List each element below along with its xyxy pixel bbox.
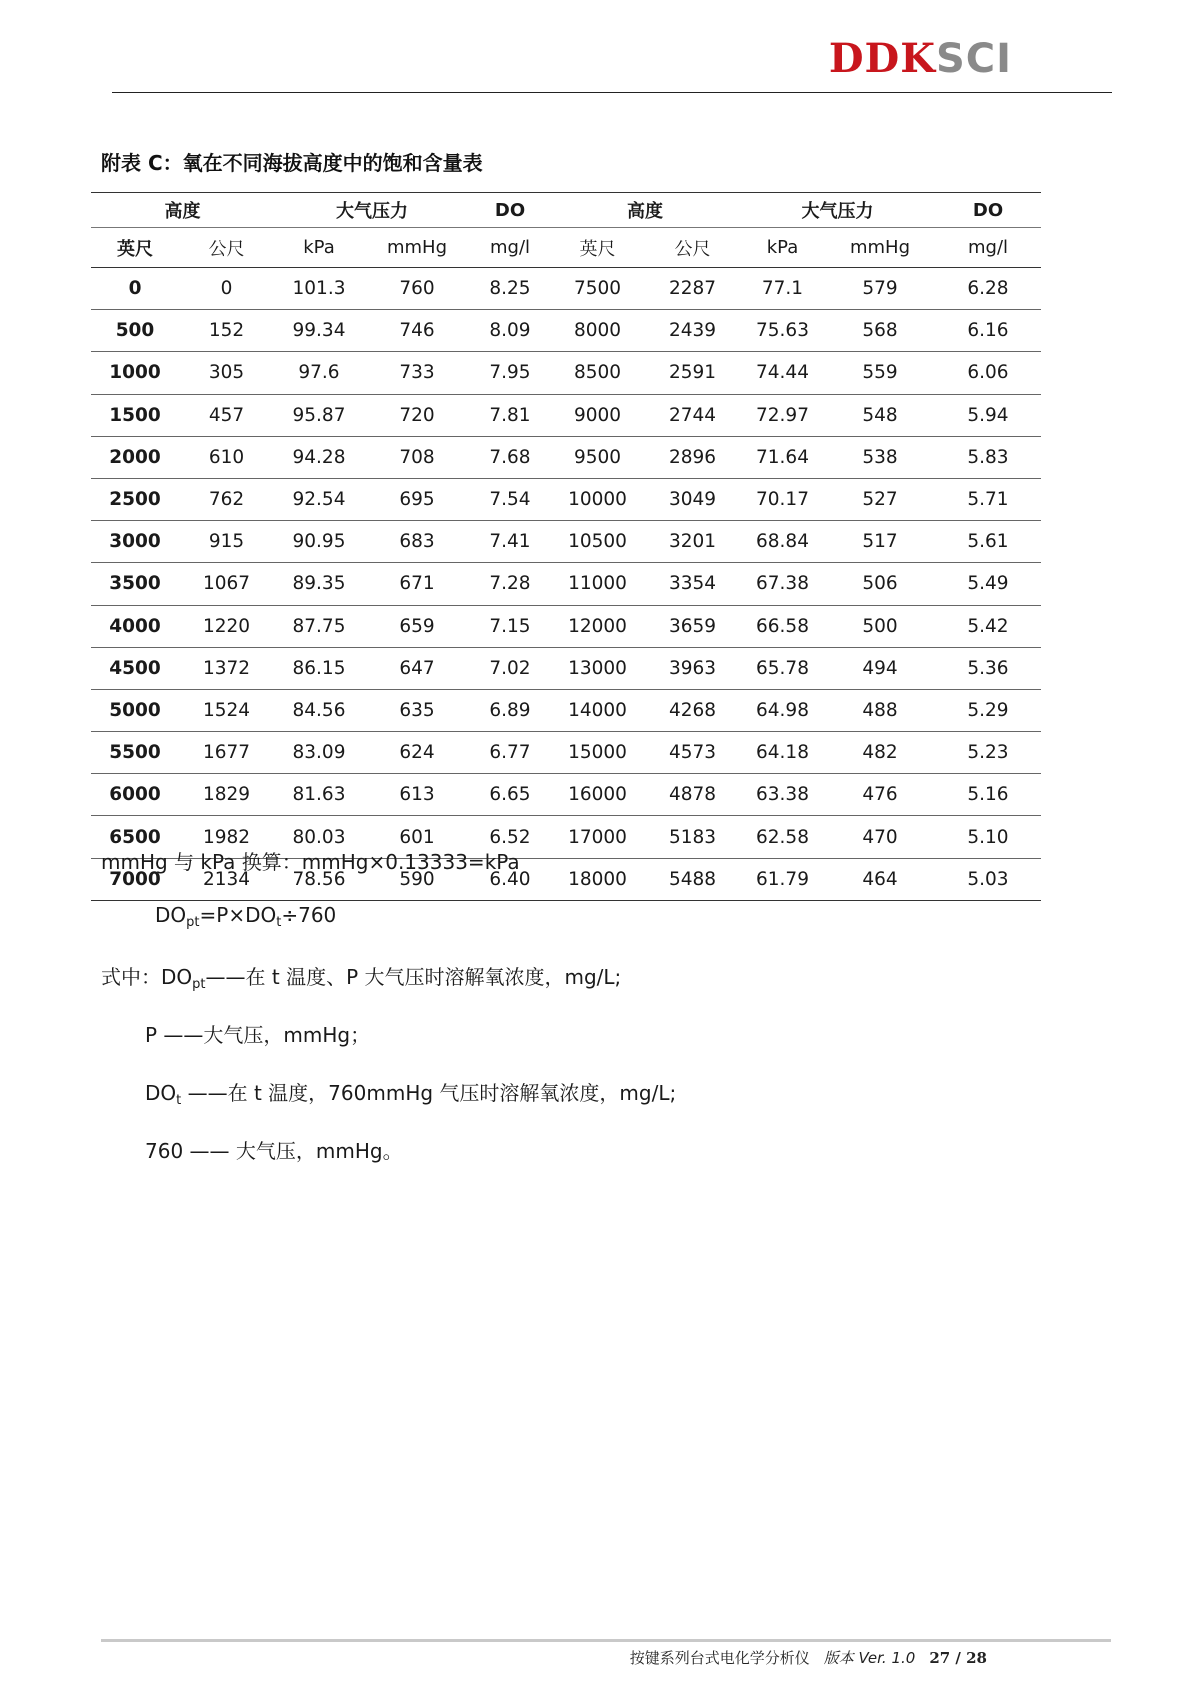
group-header-do: DO [494,199,526,221]
table-cell: 762 [208,489,245,511]
footer-divider [101,1639,1111,1642]
table-cell: 7.28 [489,573,531,595]
table-cell: 1982 [202,826,251,848]
table-cell: 2439 [668,320,717,342]
logo-text-sci: SCI [935,36,1012,82]
table-cell: 64.98 [756,699,809,721]
table-cell: 101.3 [292,278,346,300]
table-cell: 1000 [109,362,161,384]
table-row [91,647,1041,689]
definition-dot-text: ——在 t 温度，760mmHg 气压时溶解氧浓度，mg/L; [181,1081,677,1105]
table-row [91,478,1041,520]
table-cell: 65.78 [756,657,809,679]
table-cell: 8500 [573,362,622,384]
table-cell: 1677 [202,742,251,764]
table-cell: 470 [862,826,898,848]
table-cell: 5000 [109,699,161,721]
group-header-pressure: 大气压力 [336,201,408,222]
table-cell: 3659 [668,615,717,637]
unit-header-meters: 公尺 [208,238,245,260]
oxygen-saturation-table [91,192,1041,901]
table-cell: 99.34 [292,320,346,342]
formula-pt-subscript: pt [186,915,200,930]
table-cell: 5.61 [967,531,1009,553]
table-cell: 647 [399,657,435,679]
unit-header-feet: 英尺 [579,238,616,260]
table-cell: 4268 [668,699,717,721]
table-cell: 10000 [568,489,627,511]
formula-do: DO [155,903,187,927]
group-header-altitude: 高度 [164,201,201,222]
table-cell: 457 [208,404,245,426]
table-cell: 5.10 [967,826,1009,848]
table-cell: 1067 [202,573,251,595]
table-cell: 494 [862,657,898,679]
unit-header-kpa: kPa [766,237,799,258]
definition-dot-subscript: t [176,1093,182,1108]
table-cell: 500 [115,320,155,342]
table-cell: 506 [862,573,898,595]
table-cell: 7.68 [489,446,531,468]
table-cell: 9000 [573,404,622,426]
table-row [91,521,1041,563]
table-cell: 476 [862,784,898,806]
table-cell: 7.15 [489,615,531,637]
table-cell: 16000 [568,784,627,806]
group-header-altitude: 高度 [627,201,663,222]
unit-header-mmhg: mmHg [849,237,911,258]
table-cell: 14000 [568,699,627,721]
table-cell: 488 [862,699,898,721]
table-row [91,268,1041,310]
table-cell: 2744 [668,404,717,426]
definition-dopt-prefix: 式中：DO [101,965,193,989]
table-cell: 6500 [109,826,161,848]
definition-p: P ——大气压，mmHg； [145,1023,371,1047]
table-cell: 7000 [109,868,161,890]
table-cell: 4500 [109,657,161,679]
table-cell: 1372 [202,657,251,679]
table-cell: 2287 [668,278,717,300]
table-cell: 67.38 [756,573,809,595]
table-cell: 13000 [568,657,627,679]
table-cell: 6.40 [489,868,531,890]
table-cell: 6.77 [489,742,531,764]
table-cell: 3000 [109,531,161,553]
table-cell: 559 [862,362,898,384]
unit-header-feet: 英尺 [117,238,153,260]
footer-doc-title: 按键系列台式电化学分析仪 [629,1649,810,1667]
table-cell: 66.58 [756,615,809,637]
formula-line [155,903,336,930]
table-cell: 81.63 [292,784,346,806]
table-cell: 5.03 [967,868,1009,890]
table-cell: 1524 [202,699,251,721]
table-cell: 7.81 [489,404,531,426]
table-cell: 77.1 [761,278,804,300]
table-cell: 3963 [668,657,717,679]
formula-t-subscript: t [276,915,282,930]
table-cell: 89.35 [292,573,346,595]
table-cell: 8000 [573,320,622,342]
group-header-row [91,193,1041,228]
table-cell: 671 [399,573,435,595]
table-cell: 6.06 [967,362,1009,384]
table-cell: 18000 [568,868,627,890]
table-cell: 8.25 [489,278,531,300]
definition-dopt-subscript: pt [192,977,206,992]
table-row [91,563,1041,605]
table-cell: 5.83 [967,446,1009,468]
table-cell: 1220 [202,615,251,637]
definition-dopt [101,961,621,992]
table-cell: 7.41 [489,531,531,553]
table-cell: 517 [862,531,898,553]
table-cell: 7.54 [489,489,531,511]
unit-header-kpa: kPa [303,237,335,258]
logo-text-ddk: DDK [828,35,936,82]
definition-dot-prefix: DO [145,1081,177,1105]
table-cell: 97.6 [298,362,340,384]
group-header-do: DO [972,199,1004,221]
table-cell: 0 [128,278,142,300]
table-cell: 760 [399,278,435,300]
table-cell: 720 [399,404,435,426]
unit-header-mgl: mg/l [489,237,531,258]
table-cell: 2591 [668,362,717,384]
table-cell: 733 [399,362,435,384]
footer-version: 版本 Ver. 1.0 [823,1649,916,1667]
table-cell: 1500 [109,404,161,426]
table-caption: 附表 C：氧在不同海拔高度中的饱和含量表 [101,151,483,175]
table-row [91,436,1041,478]
table-cell: 12000 [568,615,627,637]
table-cell: 482 [862,742,898,764]
table-cell: 75.63 [756,320,809,342]
definition-760: 760 —— 大气压，mmHg。 [145,1139,403,1163]
table-cell: 2000 [109,446,161,468]
table-cell: 11000 [568,573,627,595]
table-body [91,268,1041,901]
ddksci-logo [829,36,1012,82]
table-cell: 708 [399,446,435,468]
table-cell: 2896 [668,446,717,468]
table-cell: 915 [208,531,245,553]
table-cell: 7500 [573,278,622,300]
table-cell: 7.02 [489,657,531,679]
table-cell: 6.65 [489,784,531,806]
table-cell: 548 [862,404,898,426]
table-cell: 4573 [668,742,717,764]
table-cell: 4000 [109,615,161,637]
table-cell: 5.23 [967,742,1009,764]
table-cell: 72.97 [756,404,809,426]
table-cell: 94.28 [292,446,346,468]
unit-header-meters: 公尺 [674,238,711,260]
definition-dot [145,1077,676,1108]
table-cell: 5.36 [967,657,1009,679]
table-cell: 610 [208,446,245,468]
table-cell: 80.03 [292,826,346,848]
table-cell: 0 [220,278,233,300]
table-cell: 5488 [668,868,717,890]
table-cell: 68.84 [756,531,809,553]
table-cell: 5.49 [967,573,1009,595]
table-cell: 70.17 [756,489,809,511]
table-cell: 63.38 [756,784,809,806]
table-cell: 500 [862,615,898,637]
table-cell: 3049 [668,489,717,511]
table-row [91,352,1041,394]
header-divider [112,92,1112,93]
formula-tail: ÷760 [281,903,337,927]
table-cell: 152 [208,320,245,342]
table-cell: 62.58 [756,826,809,848]
table-cell: 527 [862,489,898,511]
table-cell: 4878 [668,784,717,806]
table-cell: 92.54 [292,489,346,511]
table-cell: 568 [862,320,898,342]
table-cell: 2134 [202,868,251,890]
table-cell: 6.28 [967,278,1009,300]
table-cell: 464 [862,868,898,890]
table-cell: 8.09 [489,320,531,342]
table-cell: 95.87 [292,404,346,426]
table-cell: 6.16 [967,320,1009,342]
table-cell: 5183 [668,826,717,848]
table-cell: 3500 [109,573,161,595]
table-cell: 5500 [109,742,161,764]
page-footer [630,1647,987,1668]
table-cell: 5.29 [967,699,1009,721]
table-cell: 84.56 [292,699,346,721]
table-cell: 746 [399,320,435,342]
table-cell: 635 [399,699,435,721]
table-cell: 683 [399,531,435,553]
table-row [91,394,1041,436]
group-header-pressure: 大气压力 [801,201,874,222]
table-cell: 613 [399,784,435,806]
table-cell: 90.95 [292,531,346,553]
table-cell: 6.52 [489,826,531,848]
table-cell: 3354 [668,573,717,595]
table-cell: 74.44 [756,362,809,384]
table-cell: 10500 [568,531,627,553]
table-cell: 579 [862,278,898,300]
table-row [91,732,1041,774]
table-cell: 7.95 [489,362,531,384]
table-cell: 6000 [109,784,161,806]
table-cell: 61.79 [756,868,809,890]
definition-dopt-text: ——在 t 温度、P 大气压时溶解氧浓度，mg/L; [205,965,622,989]
table-cell: 305 [208,362,245,384]
table-cell: 695 [399,489,435,511]
table-cell: 5.71 [967,489,1009,511]
unit-header-row [91,228,1041,268]
table-row [91,310,1041,352]
table-cell: 601 [399,826,435,848]
table-cell: 5.42 [967,615,1009,637]
table-cell: 9500 [573,446,622,468]
unit-header-mgl: mg/l [967,237,1009,258]
table-cell: 64.18 [756,742,809,764]
unit-conversion-note: mmHg 与 kPa 换算：mmHg×0.13333=kPa [101,850,520,874]
table-cell: 538 [862,446,898,468]
table-cell: 3201 [668,531,717,553]
table-cell: 6.89 [489,699,531,721]
footer-page-number: 27 / 28 [929,1649,987,1667]
table-cell: 15000 [568,742,627,764]
table-cell: 83.09 [292,742,346,764]
table-cell: 86.15 [292,657,346,679]
table-row [91,774,1041,816]
table-cell: 590 [399,868,435,890]
table-row [91,689,1041,731]
table-cell: 5.16 [967,784,1009,806]
table-cell: 659 [399,615,435,637]
table-cell: 2500 [109,489,161,511]
table-cell: 71.64 [756,446,809,468]
table-cell: 87.75 [292,615,346,637]
table-cell: 5.94 [967,404,1009,426]
table-cell: 1829 [202,784,251,806]
table-cell: 78.56 [292,868,346,890]
table-cell: 624 [399,742,435,764]
formula-mid: =P×DO [199,903,277,927]
table-row [91,605,1041,647]
table-cell: 17000 [568,826,627,848]
unit-header-mmhg: mmHg [386,237,448,258]
